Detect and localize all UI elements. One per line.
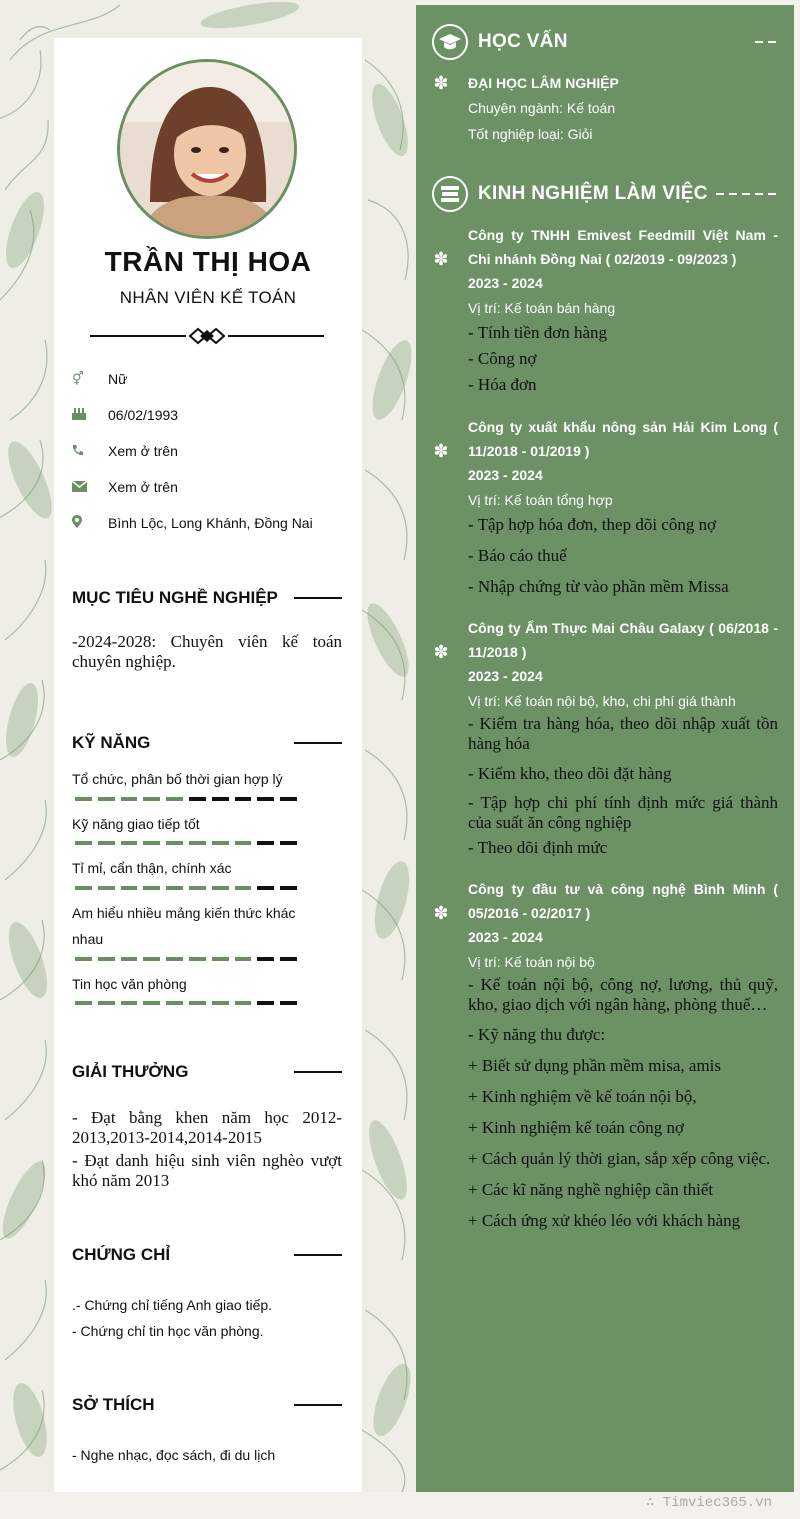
watermark-text: Timviec365.vn (662, 1495, 772, 1511)
info-address (72, 511, 352, 535)
skill-segment (98, 841, 115, 845)
books-icon (432, 176, 468, 212)
gender-icon: ⚥ (72, 371, 84, 386)
flower-bullet-icon: ✽ (433, 642, 449, 662)
skill-segment (235, 841, 252, 845)
skill-label: Tỉ mỉ, cẩn thận, chính xác (72, 860, 232, 876)
skill-bar (75, 797, 297, 801)
skill-label: Tin học văn phòng (72, 976, 187, 992)
skill-segment (257, 1001, 274, 1005)
skill-segment (280, 957, 297, 961)
objective-text: -2024-2028: Chuyên viên kế toán chuyên nghiệp. (72, 632, 342, 672)
skill-segment (121, 797, 138, 801)
skill-segment (235, 886, 252, 890)
skill-segment (75, 841, 92, 845)
skill-segment (166, 1001, 183, 1005)
job-company: Công ty xuất khẩu nông sản Hải Kim Long ( 11/2018 - 01/2019 ) (468, 419, 778, 459)
skill-segment (121, 886, 138, 890)
skill-bar (75, 841, 297, 845)
flower-bullet-icon: ✽ (433, 441, 449, 461)
job-position: Vị trí: Kế toán nội bộ, kho, chi phí giá thành (468, 693, 736, 709)
job-duty: + Biết sử dụng phần mềm misa, amis (468, 1056, 721, 1075)
phone-icon (72, 444, 108, 459)
skill-segment (280, 797, 297, 801)
skill-segment (143, 797, 160, 801)
skill-segment (166, 886, 183, 890)
skill-segment (121, 841, 138, 845)
skill-segment (75, 957, 92, 961)
skill-segment (189, 886, 206, 890)
skill-segment (257, 841, 274, 845)
job-years: 2023 - 2024 (468, 929, 543, 945)
awards-heading (72, 1062, 342, 1082)
education-heading (432, 24, 782, 60)
skill-segment (257, 957, 274, 961)
job-position: Vị trí: Kế toán tổng hợp (468, 492, 613, 508)
objective-heading (72, 588, 342, 608)
job-duty: - Tập hợp hóa đơn, thep dõi công nợ (468, 515, 717, 534)
job-duty: - Kiểm tra hàng hóa, theo dõi nhập xuất tồn hàng hóa (468, 714, 778, 754)
objective-title: MỤC TIÊU NGHỀ NGHIỆP (72, 588, 278, 607)
job-duty: + Kinh nghiệm kế toán công nợ (468, 1118, 684, 1137)
skill-segment (280, 841, 297, 845)
skill-segment (143, 841, 160, 845)
job-duty: - Nhập chứng từ vào phần mềm Missa (468, 577, 729, 596)
certificates-heading (72, 1245, 342, 1265)
award-item: - Đạt danh hiệu sinh viên nghèo vượt khó năm 2013 (72, 1151, 342, 1191)
skill-segment (257, 797, 274, 801)
skill-segment (166, 841, 183, 845)
skill-segment (212, 841, 229, 845)
experience-heading (432, 176, 782, 212)
skills-heading (72, 733, 342, 753)
flower-bullet-icon: ✽ (433, 903, 449, 923)
info-phone-text: Xem ở trên (108, 443, 178, 459)
job-position: Vị trí: Kế toán bán hàng (468, 300, 616, 316)
job-duty: - Hóa đơn (468, 375, 537, 394)
skill-segment (280, 886, 297, 890)
watermark (646, 1494, 772, 1511)
education-school: ĐẠI HỌC LÂM NGHIỆP (468, 75, 619, 91)
job-duty: + Kinh nghiệm về kế toán nội bộ, (468, 1087, 697, 1106)
skill-label: Tổ chức, phân bố thời gian hợp lý (72, 771, 283, 787)
skill-segment (235, 957, 252, 961)
education-major: Chuyên ngành: Kế toán (468, 100, 616, 116)
skill-segment (257, 886, 274, 890)
education-grade: Tốt nghiệp loại: Giỏi (468, 126, 593, 142)
info-email-text: Xem ở trên (108, 479, 178, 495)
job-duty: - Công nợ (468, 349, 537, 368)
skill-segment (212, 1001, 229, 1005)
skill-bar (75, 1001, 297, 1005)
skill-segment (121, 957, 138, 961)
skill-segment (98, 1001, 115, 1005)
skill-bar (75, 957, 297, 961)
job-title: NHÂN VIÊN KẾ TOÁN (119, 288, 297, 307)
skill-segment (189, 797, 206, 801)
job-years: 2023 - 2024 (468, 275, 543, 291)
skill-segment (98, 957, 115, 961)
info-birthday (72, 403, 352, 427)
certificate-item: .- Chứng chỉ tiếng Anh giao tiếp. (72, 1297, 273, 1313)
skill-segment (143, 1001, 160, 1005)
job-duty: - Kế toán nội bộ, công nợ, lương, thủ quỹ, kho, giao dịch với ngân hàng, phòng thuế… (468, 975, 778, 1015)
skill-segment (75, 797, 92, 801)
skill-segment (280, 1001, 297, 1005)
job-duty: - Tập hợp chi phí tính định mức giá thành của suất ăn công nghiệp (468, 793, 778, 833)
education-title: HỌC VẤN (478, 31, 568, 52)
job-duty: - Kiểm kho, theo dõi đặt hàng (468, 764, 672, 783)
location-icon (72, 515, 108, 531)
awards-title: GIẢI THƯỞNG (72, 1062, 189, 1081)
skill-segment (235, 797, 252, 801)
info-address-text: Bình Lộc, Long Khánh, Đồng Nai (108, 515, 313, 531)
skill-segment (143, 957, 160, 961)
skill-segment (189, 1001, 206, 1005)
skill-segment (212, 886, 229, 890)
skill-segment (189, 957, 206, 961)
hobbies-heading (72, 1395, 342, 1415)
heading-dashes (716, 193, 782, 195)
experience-title: KINH NGHIỆM LÀM VIỆC (478, 183, 708, 204)
watermark-logo-icon: ∴ (645, 1495, 655, 1511)
skill-segment (75, 1001, 92, 1005)
skill-segment (235, 1001, 252, 1005)
skill-label: Am hiểu nhiều mảng kiến thức khác nhau (72, 905, 296, 947)
email-icon (72, 480, 108, 495)
info-birthday-text: 06/02/1993 (108, 407, 179, 423)
job-duty: - Báo cáo thuế (468, 546, 567, 565)
job-duty: + Cách ứng xử khéo léo với khách hàng (468, 1211, 741, 1230)
flower-bullet-icon: ✽ (433, 73, 449, 93)
job-duty: + Các kĩ năng nghề nghiệp cần thiết (468, 1180, 714, 1199)
job-duty: - Tính tiền đơn hàng (468, 323, 607, 342)
skills-title: KỸ NĂNG (72, 733, 151, 752)
job-company: Công ty TNHH Emivest Feedmill Việt Nam - Chi nhánh Đồng Nai ( 02/2019 - 09/2023 ) (468, 227, 778, 267)
skill-segment (189, 841, 206, 845)
job-duty: - Theo dõi định mức (468, 838, 608, 857)
skill-segment (212, 797, 229, 801)
graduation-cap-icon (432, 24, 468, 60)
job-position: Vị trí: Kế toán nội bộ (468, 954, 595, 970)
skill-segment (166, 797, 183, 801)
award-item: - Đạt bằng khen năm học 2012-2013,2013-2014,2014-2015 (72, 1108, 342, 1148)
job-duty: - Kỹ năng thu được: (468, 1025, 606, 1044)
ornament-divider (90, 326, 324, 346)
job-years: 2023 - 2024 (468, 668, 543, 684)
flower-bullet-icon: ✽ (433, 249, 449, 269)
info-email (72, 475, 352, 499)
job-company: Công ty Ẩm Thực Mai Châu Galaxy ( 06/2018 - 11/2018 ) (468, 620, 778, 660)
job-duty: + Cách quản lý thời gian, sắp xếp công việc. (468, 1149, 771, 1168)
certificate-item: - Chứng chỉ tin học văn phòng. (72, 1323, 264, 1339)
hobbies-title: SỞ THÍCH (72, 1395, 155, 1414)
info-phone (72, 439, 352, 463)
info-gender-text: Nữ (108, 371, 128, 387)
cake-icon (72, 407, 108, 423)
skill-segment (166, 957, 183, 961)
skill-segment (212, 957, 229, 961)
avatar (117, 59, 297, 239)
skill-segment (75, 886, 92, 890)
hobbies-text: - Nghe nhạc, đọc sách, đi du lịch (72, 1447, 276, 1463)
person-name: TRẦN THỊ HOA (104, 246, 312, 277)
certificates-title: CHỨNG CHỈ (72, 1245, 171, 1264)
heading-dashes (755, 41, 782, 43)
job-company: Công ty đầu tư và công nghệ Bình Minh ( 05/2016 - 02/2017 ) (468, 881, 778, 921)
skill-label: Kỹ năng giao tiếp tốt (72, 816, 200, 832)
skill-bar (75, 886, 297, 890)
skill-segment (143, 886, 160, 890)
skill-segment (121, 1001, 138, 1005)
skill-segment (98, 797, 115, 801)
skill-segment (98, 886, 115, 890)
info-gender (72, 367, 352, 391)
job-years: 2023 - 2024 (468, 467, 543, 483)
